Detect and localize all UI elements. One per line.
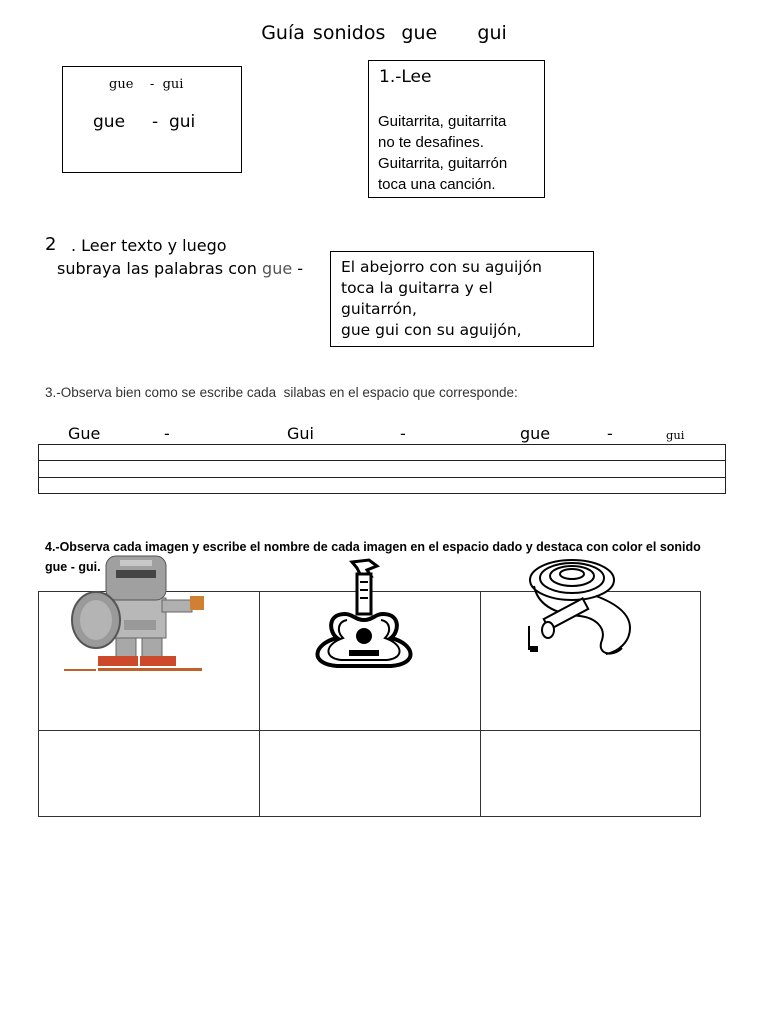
text-line: guitarrón, bbox=[341, 300, 417, 318]
section2-number: 2 bbox=[45, 234, 57, 255]
instruction-text: subraya las palabras con bbox=[57, 259, 263, 278]
instruction-line: gue - gui. bbox=[45, 560, 101, 574]
instruction-dash: - bbox=[292, 259, 304, 278]
writing-line bbox=[38, 493, 726, 494]
syllable-dash: - bbox=[400, 424, 406, 443]
section2-instruction-line1: . Leer texto y luego bbox=[71, 236, 227, 255]
text-line: El abejorro con su aguijón bbox=[341, 258, 542, 276]
syllable-small: gue - gui bbox=[109, 77, 184, 92]
syllable-gue: Gue bbox=[68, 424, 101, 443]
syllable-dash: - bbox=[164, 424, 170, 443]
poem-line: toca una canción. bbox=[378, 176, 496, 193]
guitar-image bbox=[307, 558, 427, 670]
hose-image bbox=[526, 556, 638, 660]
syllable-dash: - bbox=[607, 424, 613, 443]
text-box bbox=[330, 251, 594, 347]
reading-box bbox=[368, 60, 545, 198]
poem-line: no te desafines. bbox=[378, 134, 484, 151]
highlight-word: gue bbox=[262, 259, 293, 278]
poem bbox=[378, 111, 507, 195]
writing-line bbox=[38, 444, 726, 445]
syllable-gue-lower: gue bbox=[520, 424, 551, 443]
syllable-large: gue - gui bbox=[93, 112, 196, 132]
syllable-gui-lower: gui bbox=[666, 428, 685, 442]
grid-divider bbox=[480, 592, 481, 816]
writing-lines-left-border bbox=[38, 444, 39, 493]
instruction-line: 4.-Observa cada imagen y escribe el nombre de cada imagen en el espacio dado y destaca con color el sonido bbox=[45, 540, 701, 554]
grid-divider bbox=[39, 730, 700, 731]
page-title: Guía sonidos gue gui bbox=[261, 22, 507, 44]
section2-instruction-line2 bbox=[57, 259, 303, 278]
section1-heading: 1.-Lee bbox=[379, 67, 432, 87]
poem-line: Guitarrita, guitarrón bbox=[378, 155, 508, 172]
writing-line bbox=[38, 477, 726, 478]
poem-line: Guitarrita, guitarrita bbox=[378, 113, 507, 130]
section3-instruction: 3.-Observa bien como se escribe cada silabas en el espacio que corresponde: bbox=[45, 385, 518, 400]
text-line: toca la guitarra y el bbox=[341, 279, 493, 297]
writing-lines-right-border bbox=[725, 444, 726, 493]
writing-line bbox=[38, 460, 726, 461]
syllable-gui: Gui bbox=[287, 424, 314, 443]
grid-divider bbox=[259, 592, 260, 816]
syllable-box bbox=[62, 66, 242, 173]
text-line: gue gui con su aguijón, bbox=[341, 321, 522, 339]
knight-image bbox=[64, 556, 209, 674]
reading-text bbox=[341, 257, 542, 341]
